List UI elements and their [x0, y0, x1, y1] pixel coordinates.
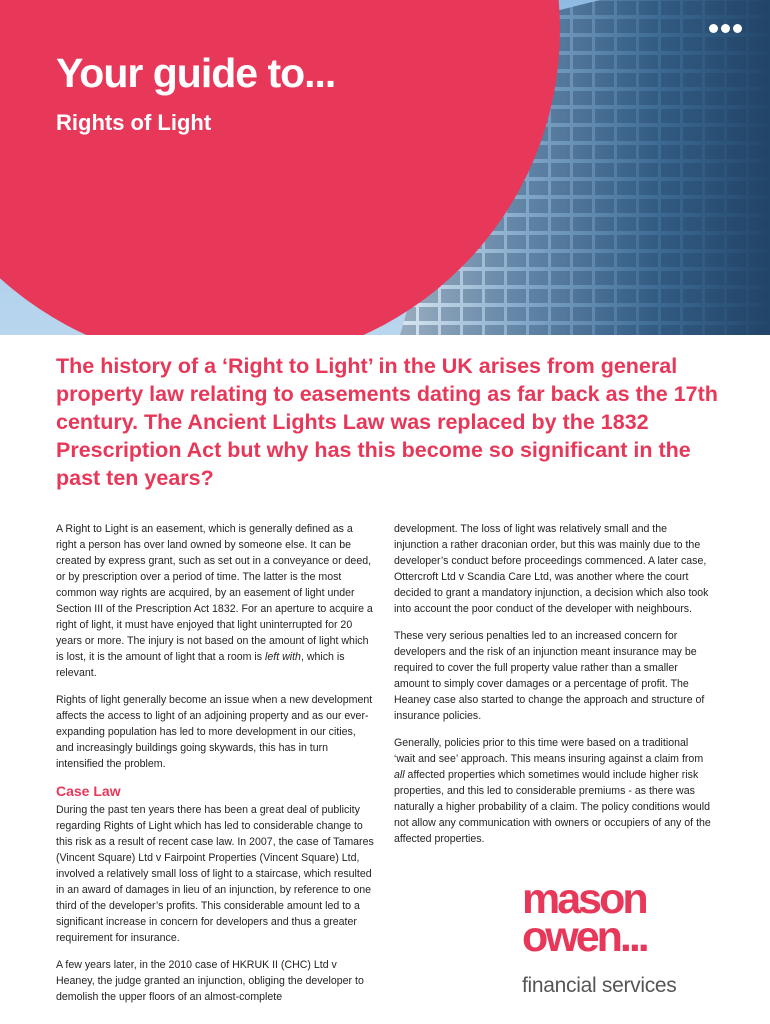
case-law-heading: Case Law	[56, 783, 121, 799]
page-title: Your guide to...	[56, 50, 336, 96]
hero-banner	[0, 0, 770, 335]
intro-paragraph: The history of a ‘Right to Light’ in the UK arises from general property law relating to easements dating as far back as the 17th century. The Ancient Lights Law was replaced by the 1832 Prescription Act but why has this become so significant in the past ten years?	[56, 354, 718, 490]
paragraph-ottercroft: development. The loss of light was relatively small and the injunction a rather draconian order, but this was mainly due to the developer’s conduct before proceedings commenced. A later case, Ottercroft Ltd v Scandia Care Ltd, was another where the court decided to grant a mandatory injunction, a decision which also took into account the poor conduct of the developer with neighbours.	[394, 523, 709, 615]
paragraph-penalties: These very serious penalties led to an increased concern for developers and the risk of an injunction meant insurance may be required to cover the full property value rather than a smaller amount to simply cover damages or a percentage of profit. The Heaney case also started to change the approach and structure of insurance policies.	[394, 630, 705, 722]
page-subtitle: Rights of Light	[56, 110, 212, 135]
paragraph-development: Rights of light generally become an issue when a new development affects the access to light of an adjoining property and as our ever-expanding population has led to more development in our cities, and increasingly buildings going skywards, this has in turn intensified the problem.	[56, 694, 373, 770]
logo-line-mason: mason	[522, 875, 646, 923]
left-column	[56, 521, 374, 1016]
logo-line-owen: owen...	[522, 913, 647, 961]
paragraph-policies: Generally, policies prior to this time were based on a traditional ‘wait and see’ approach. This means insuring against a claim from all affected properties which sometimes would include higher risk properties, and this led to considerable premiums - as there was naturally a higher probability of a claim. The policy conditions would not allow any communication with owners or occupiers of any of the affected properties.	[394, 737, 711, 845]
paragraph-tamares: During the past ten years there has been a great deal of publicity regarding Rights of Light which has led to considerable change to this risk as a result of recent case law. In 2007, the case of Tamares (Vincent Square) Ltd v Fairpoint Properties (Vincent Square) Ltd, involved a relatively small loss of light to a staircase, which resulted in an award of damages in lieu of an injunction, by reference to one third of the developer’s profits. This considerable amount led to a significant increase in concern for developers and thus a greater requirement for insurance.	[56, 804, 374, 944]
paragraph-heaney: A few years later, in the 2010 case of HKRUK II (CHC) Ltd v Heaney, the judge granted an injunction, obliging the developer to demolish the upper floors of an almost-complete	[56, 959, 364, 1003]
mason-owen-logo	[522, 875, 677, 998]
right-column	[394, 521, 712, 858]
paragraph-definition: A Right to Light is an easement, which is generally defined as a right a person has over land owned by someone else. It can be created by express grant, such as set out in a conveyance or deed, or by prescription over a period of time. The latter is the most common way rights are acquired, by an easement of light under Section III of the Prescription Act 1832. For an aperture to acquire a right of light, it must have enjoyed that light uninterrupted for 20 years or more. The injury is not based on the amount of light which is lost, it is the amount of light that a room is left with, which is relevant.	[56, 523, 373, 679]
logo-tagline: financial services	[522, 974, 677, 997]
more-icon	[709, 24, 742, 33]
